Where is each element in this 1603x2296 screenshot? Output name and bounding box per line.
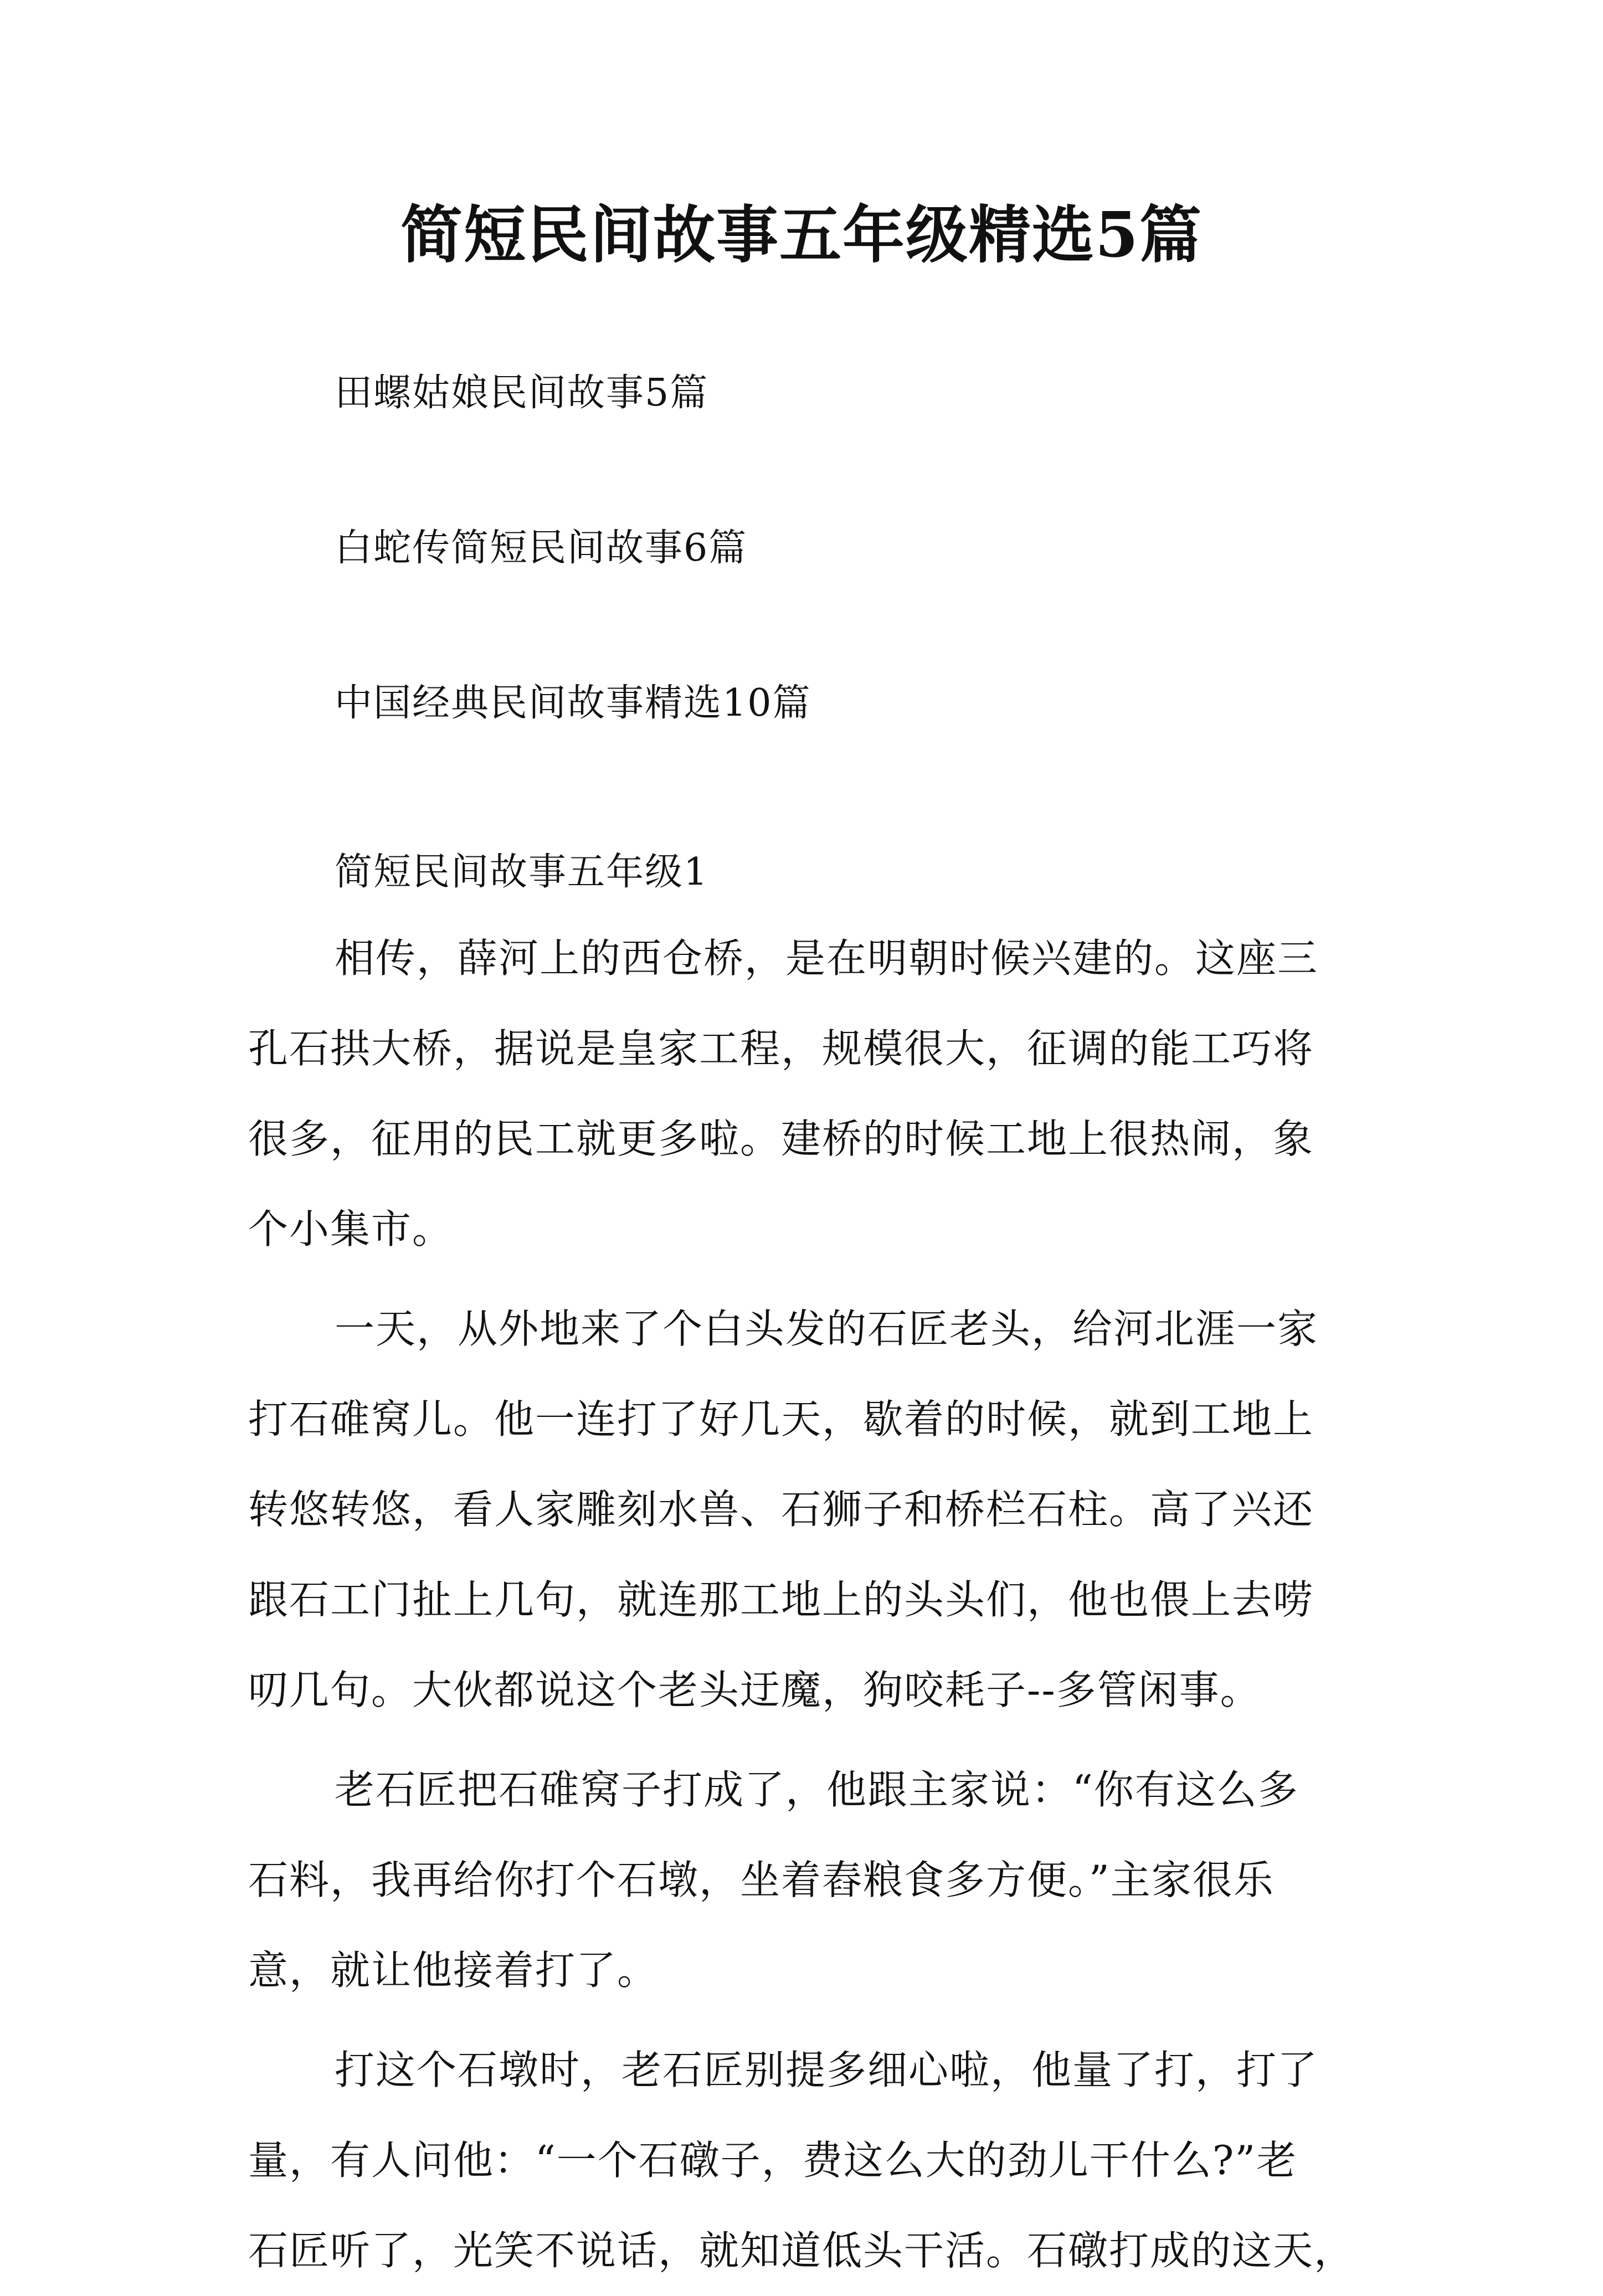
text-line: 叨几句。大伙都说这个老头迂魔，狗咬耗子--多管闲事。	[248, 1667, 1261, 1713]
paragraph	[248, 1284, 1368, 1735]
text-line: 相传，薛河上的西仓桥，是在明朝时候兴建的。这座三	[335, 935, 1319, 982]
text-line: 石料，我再给你打个石墩，坐着舂粮食多方便。”主家很乐	[248, 1857, 1275, 1903]
related-article-link[interactable]: 白蛇传简短民间故事6篇	[335, 526, 748, 570]
text-line: 打这个石墩时，老石匠别提多细心啦，他量了打，打了	[335, 2047, 1319, 2093]
related-article-link[interactable]: 中国经典民间故事精选10篇	[335, 681, 811, 725]
text-line: 意，就让他接着打了。	[248, 1947, 659, 1994]
document-title: 简短民间故事五年级精选5篇	[400, 199, 1203, 271]
paragraph-gap	[248, 2016, 1368, 2025]
text-line: 孔石拱大桥，据说是皇家工程，规模很大，征调的能工巧将	[248, 1025, 1314, 1072]
text-line: 量，有人问他：“一个石礅子，费这么大的劲儿干什么?”老	[248, 2137, 1298, 2184]
paragraph	[248, 913, 1368, 1275]
paragraph-gap	[248, 1735, 1368, 1745]
paragraph	[248, 1745, 1368, 2016]
text-line: 跟石工门扯上几句，就连那工地上的头头们，他也偎上去唠	[248, 1576, 1314, 1623]
text-line: 转悠转悠，看人家雕刻水兽、石狮子和桥栏石柱。高了兴还	[248, 1486, 1314, 1533]
section-heading: 简短民间故事五年级1	[335, 850, 709, 894]
text-line: 个小集市。	[248, 1206, 454, 1252]
related-article-link[interactable]: 田螺姑娘民间故事5篇	[335, 371, 709, 415]
text-line: 一天，从外地来了个白头发的石匠老头，给河北涯一家	[335, 1306, 1319, 1352]
paragraph	[248, 2025, 1368, 2296]
text-line: 老石匠把石碓窝子打成了，他跟主家说：“你有这么多	[335, 1766, 1299, 1813]
text-line: 很多，征用的民工就更多啦。建桥的时候工地上很热闹，象	[248, 1116, 1314, 1162]
text-line: 石匠听了，光笑不说话，就知道低头干活。石礅打成的这天，	[248, 2227, 1355, 2274]
article-body	[248, 913, 1368, 2296]
text-line: 打石碓窝儿。他一连打了好几天，歇着的时候，就到工地上	[248, 1396, 1314, 1442]
paragraph-gap	[248, 1275, 1368, 1284]
